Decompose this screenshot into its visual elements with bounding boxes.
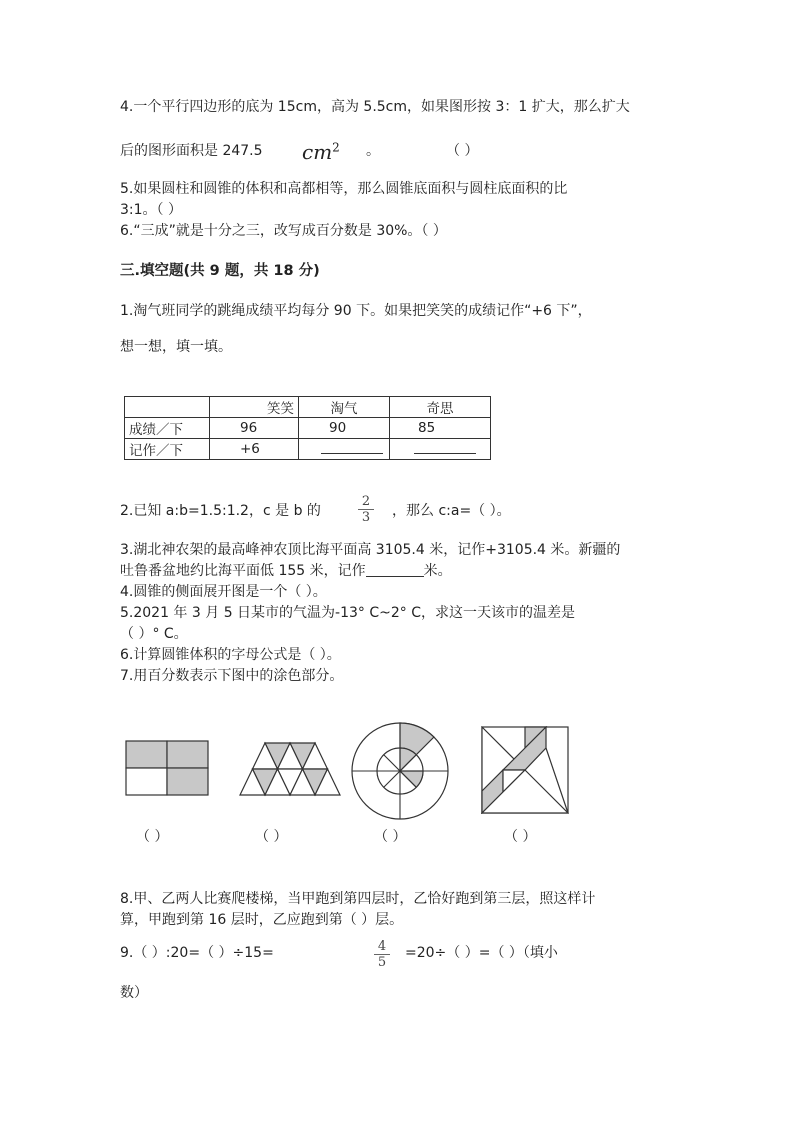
fill-q9-post: =20÷（ ）=（ ）（填小 bbox=[405, 945, 558, 961]
figure-answer-paren[interactable]: （ ） bbox=[504, 829, 537, 845]
fraction-four-fifths bbox=[374, 939, 390, 970]
table-answer-cell[interactable] bbox=[390, 439, 491, 460]
fill-q1-line1: 1.淘气班同学的跳绳成绩平均每分 90 下。如果把笑笑的成绩记作“+6 下”， bbox=[120, 303, 592, 319]
judge-q5-line1: 5.如果圆柱和圆锥的体积和高都相等，那么圆锥底面积与圆柱底面积的比 bbox=[120, 181, 568, 197]
fill-q2-pre: 2.已知 a:b=1.5:1.2，c 是 b 的 bbox=[120, 503, 321, 519]
judge-q4-line2: 后的图形面积是 247.5 bbox=[120, 143, 263, 159]
fill-q4: 4.圆锥的侧面展开图是一个（ ）。 bbox=[120, 584, 327, 600]
table-header-row bbox=[125, 397, 491, 418]
table-header-cell: 笑笑 bbox=[210, 397, 299, 418]
fill-q3-line1: 3.湖北神农架的最高峰神农顶比海平面高 3105.4 米，记作+3105.4 米。新疆的 bbox=[120, 542, 621, 558]
unit-cm-squared: $cm^2$ bbox=[302, 140, 340, 164]
table-cell: 记作／下 bbox=[125, 439, 210, 460]
table-row bbox=[125, 418, 491, 439]
figure-trapezoid bbox=[238, 741, 342, 797]
judge-q4-line1: 4.一个平行四边形的底为 15cm，高为 5.5cm，如果图形按 3：1 扩大，那么扩大 bbox=[120, 99, 630, 115]
fill-q8-line1: 8.甲、乙两人比赛爬楼梯，当甲跑到第四层时，乙恰好跑到第三层，照这样计 bbox=[120, 891, 596, 907]
table-cell: 成绩／下 bbox=[125, 418, 210, 439]
table-cell: 96 bbox=[210, 418, 299, 439]
score-table bbox=[124, 396, 491, 460]
fill-q9-pre: 9.（ ）:20=（ ）÷15= bbox=[120, 945, 274, 961]
fill-q5-line2: （ ）° C。 bbox=[120, 626, 188, 642]
judge-q4-period: 。 bbox=[366, 143, 380, 159]
judge-q5-line2: 3:1。（ ） bbox=[120, 202, 182, 218]
figure-answer-paren[interactable]: （ ） bbox=[374, 829, 407, 845]
fill-q1-line2: 想一想，填一填。 bbox=[120, 339, 232, 355]
answer-blank[interactable] bbox=[414, 441, 476, 454]
table-cell: 85 bbox=[390, 418, 491, 439]
answer-blank[interactable] bbox=[366, 562, 424, 577]
judge-q4-paren: （ ） bbox=[446, 143, 479, 159]
table-cell: +6 bbox=[210, 439, 299, 460]
fill-q2-post: ，那么 c:a=（ ）。 bbox=[392, 503, 511, 519]
figure-answer-paren[interactable]: （ ） bbox=[255, 829, 288, 845]
table-answer-cell[interactable] bbox=[299, 439, 390, 460]
fill-q3-line2-post: 米。 bbox=[423, 563, 452, 579]
fraction-two-thirds bbox=[358, 494, 374, 525]
figure-tangram bbox=[481, 726, 569, 814]
answer-blank[interactable] bbox=[321, 441, 383, 454]
fraction-numerator: 2 bbox=[358, 494, 374, 510]
fraction-denominator: 5 bbox=[377, 955, 387, 970]
table-header-cell: 淘气 bbox=[299, 397, 390, 418]
table-cell: 90 bbox=[299, 418, 390, 439]
fill-q5-line1: 5.2021 年 3 月 5 日某市的气温为-13° C~2° C，求这一天该市的温差是 bbox=[120, 605, 576, 621]
judge-q6: 6.“三成”就是十分之三，改写成百分数是 30%。（ ） bbox=[120, 223, 447, 239]
fill-q3-line2-pre: 吐鲁番盆地约比海平面低 155 米，记作 bbox=[120, 563, 366, 579]
fill-q3-line2 bbox=[120, 562, 452, 580]
fill-q7: 7.用百分数表示下图中的涂色部分。 bbox=[120, 668, 344, 684]
table-row bbox=[125, 439, 491, 460]
fill-q8-line2: 算，甲跑到第 16 层时，乙应跑到第（ ）层。 bbox=[120, 912, 404, 928]
figure-circle bbox=[350, 721, 450, 821]
fraction-numerator: 4 bbox=[374, 939, 390, 955]
section-title: 三.填空题(共 9 题，共 18 分) bbox=[120, 263, 320, 279]
figure-rectangle bbox=[125, 740, 209, 796]
figure-answer-paren[interactable]: （ ） bbox=[136, 829, 169, 845]
fill-q9-line2: 数） bbox=[120, 985, 148, 1001]
fraction-denominator: 3 bbox=[361, 510, 371, 525]
table-header-cell: 奇思 bbox=[390, 397, 491, 418]
fill-q6: 6.计算圆锥体积的字母公式是（ ）。 bbox=[120, 647, 341, 663]
table-header-cell bbox=[125, 397, 210, 418]
